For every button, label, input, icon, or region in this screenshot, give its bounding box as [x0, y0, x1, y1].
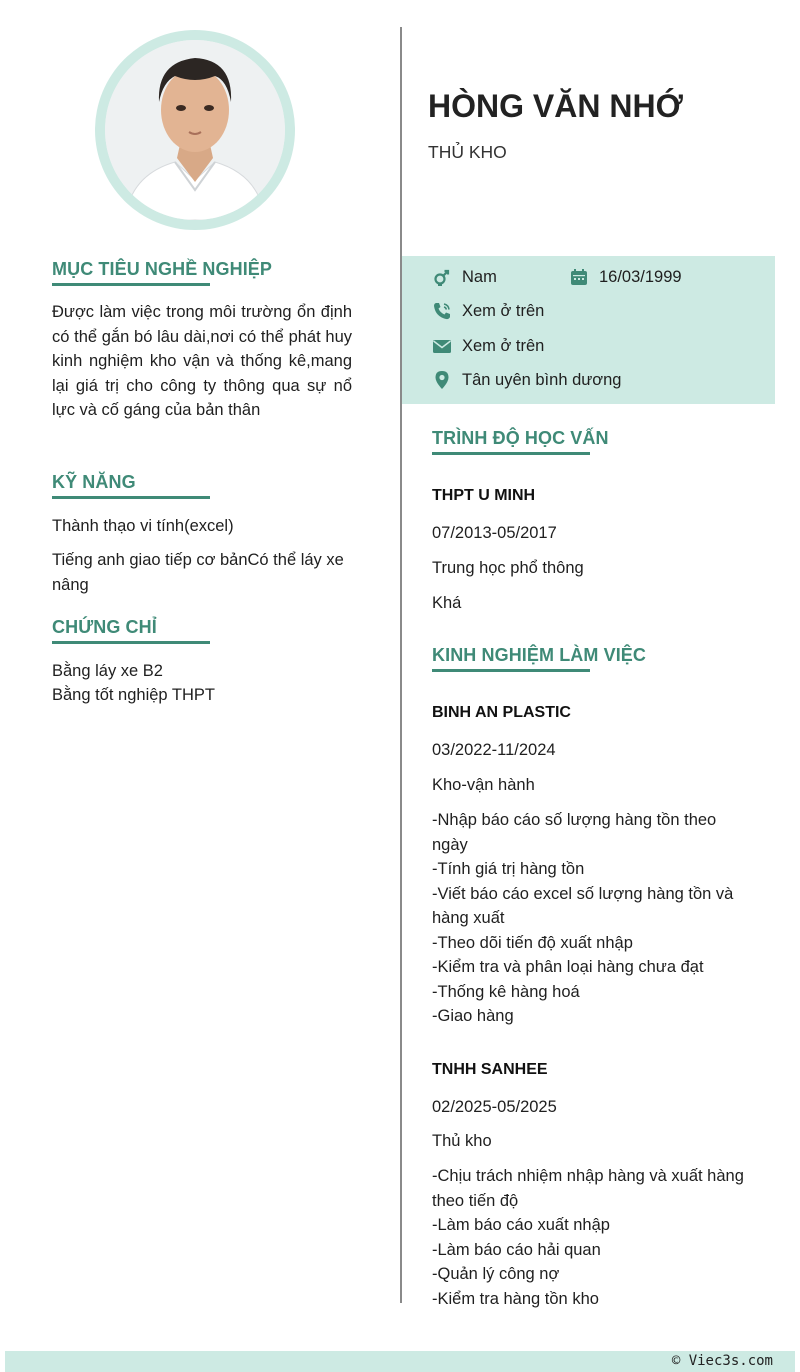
- address-value: Tân uyên bình dương: [462, 370, 622, 389]
- skills-heading: KỸ NĂNG: [52, 472, 136, 492]
- certificates-heading-rule: [52, 641, 210, 644]
- email-value: Xem ở trên: [462, 336, 545, 355]
- education-level: Trung học phổ thông: [432, 559, 584, 577]
- gender-icon: [432, 267, 452, 287]
- address-row: [432, 370, 621, 390]
- objective-text: Được làm việc trong môi trường ổn định có thể gắn bó lâu dài,nơi có thể phát huy kinh nghiệm kho vận và thống kê,mang lại giá trị cho công ty thông qua sự nổ lực và cố gáng của bản thân: [52, 303, 352, 419]
- certificates-heading: CHỨNG CHỈ: [52, 617, 157, 637]
- objective-heading-rule: [52, 283, 210, 286]
- job-period: 03/2022-11/2024: [432, 741, 556, 759]
- email-row: [432, 336, 544, 356]
- experience-heading: KINH NGHIỆM LÀM VIỆC: [432, 645, 647, 665]
- job-description: -Chịu trách nhiệm nhập hàng và xuất hàng theo tiến độ -Làm báo cáo xuất nhập -Làm báo cáo hải quan -Quản lý công nợ -Kiểm tra hàng tồn kho: [432, 1167, 744, 1308]
- education-grade: Khá: [432, 594, 462, 612]
- footer-credit: © Viec3s.com: [671, 1353, 773, 1369]
- location-icon: [432, 370, 452, 390]
- email-icon: [432, 336, 452, 356]
- skill-item: Tiếng anh giao tiếp cơ bảnCó thể láy xe nâng: [52, 551, 344, 594]
- objective-heading: MỤC TIÊU NGHỀ NGHIỆP: [52, 259, 273, 279]
- avatar-ring: [95, 30, 295, 230]
- column-divider: [400, 27, 402, 1303]
- job-position: Kho-vận hành: [432, 776, 535, 794]
- footer-bar: [5, 1351, 795, 1372]
- calendar-icon: [569, 267, 589, 287]
- candidate-name: HÒNG VĂN NHỚ: [428, 88, 683, 124]
- certificate-item: Bằng tốt nghiệp THPT: [52, 686, 215, 704]
- gender-value: Nam: [462, 267, 497, 286]
- phone-icon: [432, 301, 452, 321]
- birthdate-value: 16/03/1999: [599, 267, 682, 286]
- phone-row: [432, 301, 544, 321]
- job-position: Thủ kho: [432, 1132, 492, 1150]
- education-school: THPT U MINH: [432, 487, 536, 504]
- candidate-title: THỦ KHO: [428, 142, 507, 162]
- skills-heading-rule: [52, 496, 210, 499]
- experience-heading-rule: [432, 669, 590, 672]
- education-heading: TRÌNH ĐỘ HỌC VẤN: [432, 428, 609, 448]
- gender-row: [432, 267, 497, 287]
- job-company: TNHH SANHEE: [432, 1061, 548, 1078]
- birthdate-row: [569, 267, 682, 287]
- skill-item: Thành thạo vi tính(excel): [52, 517, 234, 535]
- phone-value: Xem ở trên: [462, 301, 545, 320]
- job-description: -Nhập báo cáo số lượng hàng tồn theo ngày -Tính giá trị hàng tồn -Viết báo cáo excel số lượng hàng tồn và hàng xuất -Theo dõi tiến độ xuất nhập -Kiểm tra và phân loại hàng chưa đạt -Thống kê hàng hoá -Giao hàng: [432, 811, 734, 1025]
- avatar-photo: [105, 40, 285, 220]
- job-company: BINH AN PLASTIC: [432, 704, 571, 721]
- education-heading-rule: [432, 452, 590, 455]
- certificate-item: Bằng láy xe B2: [52, 662, 163, 680]
- job-period: 02/2025-05/2025: [432, 1098, 557, 1116]
- avatar: [105, 40, 285, 220]
- education-period: 07/2013-05/2017: [432, 524, 557, 542]
